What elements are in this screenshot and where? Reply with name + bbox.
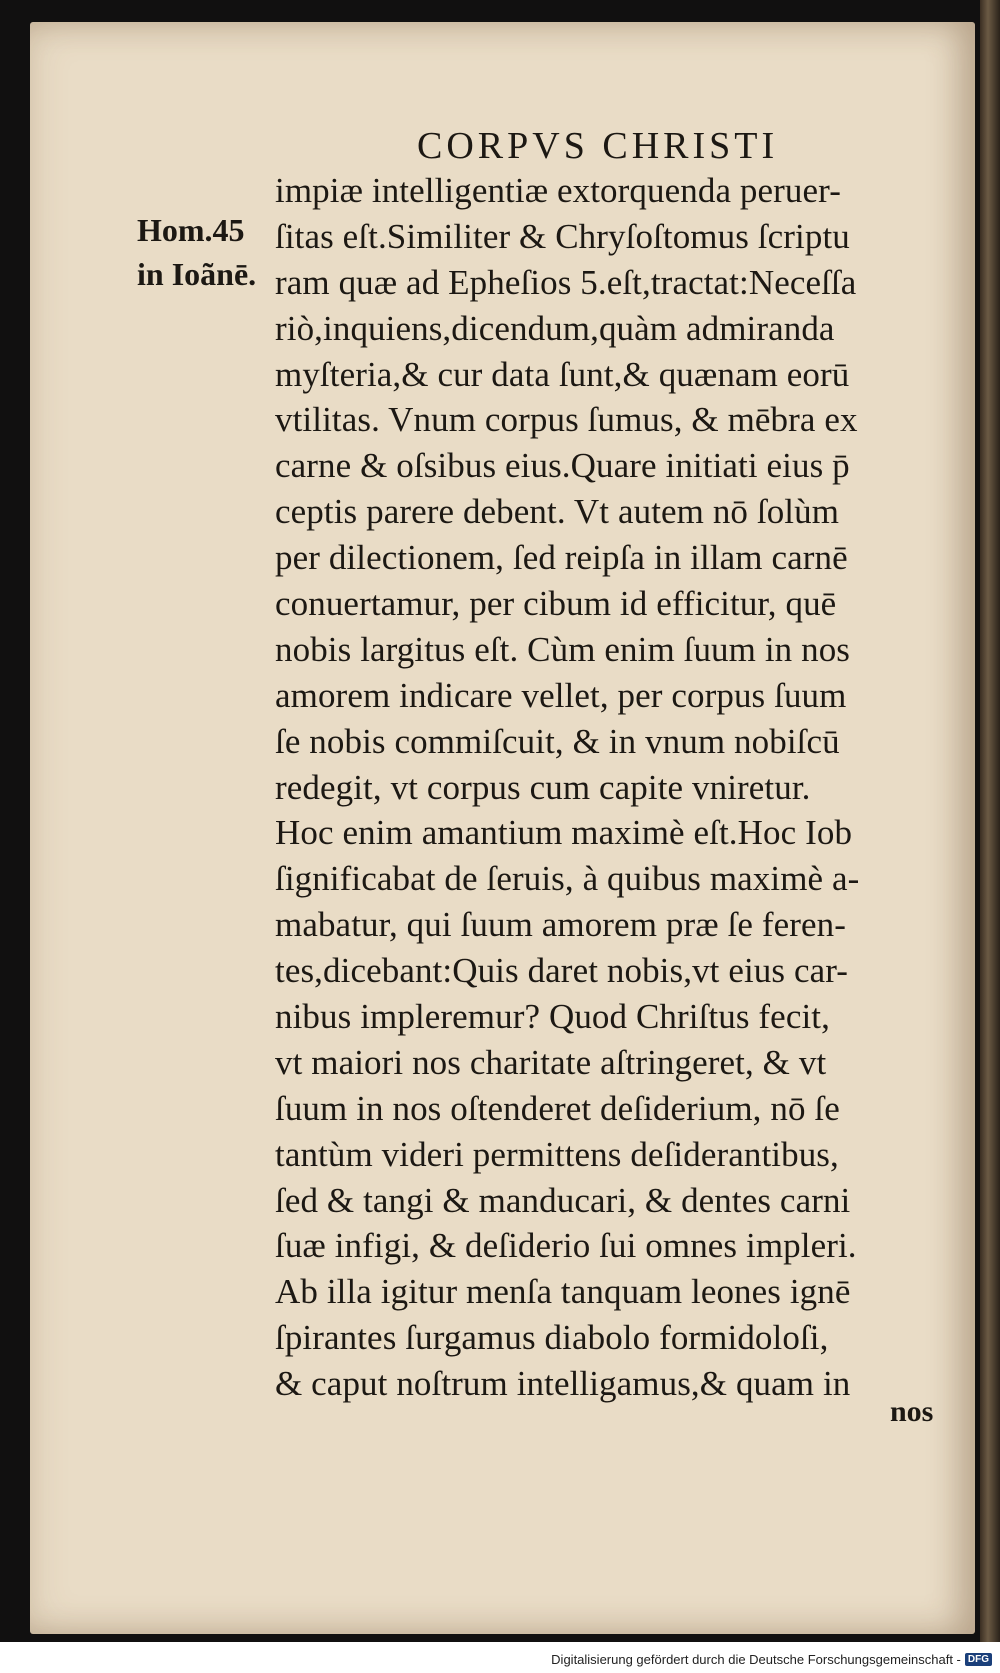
- text-line: ſitas eſt.Similiter & Chryſoſtomus ſcriptu: [275, 216, 850, 256]
- text-line: conuertamur, per cibum id efficitur, quē: [275, 584, 837, 624]
- text-line: amorem indicare vellet, per corpus ſuum: [275, 675, 847, 715]
- text-line: ſed & tangi & manducari, & dentes carni: [275, 1180, 851, 1220]
- digitization-footer: [551, 1652, 992, 1667]
- text-line: Ab illa igitur menſa tanquam leones ignē: [275, 1272, 851, 1312]
- text-line: nibus impleremur? Quod Chriſtus fecit,: [275, 997, 830, 1037]
- text-line: Hoc enim amantium maximè eſt.Hoc Iob: [275, 813, 853, 853]
- body-text: [275, 168, 955, 1407]
- text-line: impiæ intelligentiæ extorquenda peruer-: [275, 171, 841, 210]
- text-line: ceptis parere debent. Vt autem nō ſolùm: [275, 492, 840, 532]
- margin-note-1: Hom.45: [137, 212, 245, 248]
- dfg-logo-icon: DFG: [965, 1653, 992, 1666]
- text-line: carne & oſsibus eius.Quare initiati eius p̄: [275, 446, 850, 486]
- text-line: ſuæ infigi, & deſiderio ſui omnes impleri.: [275, 1226, 857, 1266]
- text-line: nobis largitus eſt. Cùm enim ſuum in nos: [275, 629, 851, 669]
- text-line: ſe nobis commiſcuit, & in vnum nobiſcū: [275, 721, 840, 761]
- text-line: tes,dicebant:Quis daret nobis,vt eius car-: [275, 951, 849, 991]
- text-line: vtilitas. Vnum corpus ſumus, & mēbra ex: [275, 400, 858, 440]
- text-line: riò,inquiens,dicendum,quàm admiranda: [275, 308, 835, 348]
- margin-note-2: in Ioãnē.: [137, 256, 257, 292]
- page-edge: [980, 0, 1000, 1642]
- text-line: ſignificabat de ſeruis, à quibus maximè a-: [275, 859, 860, 899]
- running-head: CORPVS CHRISTI: [417, 125, 779, 167]
- text-line: myſteria,& cur data ſunt,& quænam eorū: [275, 354, 850, 394]
- text-line: & caput noſtrum intelligamus,& quam in: [275, 1364, 851, 1404]
- text-line: redegit, vt corpus cum capite vniretur.: [275, 767, 811, 807]
- text-line: tantùm videri permittens deſiderantibus,: [275, 1134, 839, 1174]
- text-line: ſpirantes ſurgamus diabolo formidoloſi,: [275, 1318, 829, 1358]
- text-line: mabatur, qui ſuum amorem præ ſe feren-: [275, 905, 846, 945]
- text-line: vt maiori nos charitate aſtringeret, & vt: [275, 1042, 827, 1082]
- text-line: per dilectionem, ſed reipſa in illam carnē: [275, 538, 848, 578]
- text-line: ſuum in nos oſtenderet deſiderium, nō ſe: [275, 1088, 840, 1128]
- text-line: ram quæ ad Epheſios 5.eſt,tractat:Neceſſa: [275, 262, 857, 302]
- catchword: nos: [890, 1395, 934, 1428]
- footer-text: Digitalisierung gefördert durch die Deutsche Forschungsgemeinschaft -: [551, 1652, 961, 1667]
